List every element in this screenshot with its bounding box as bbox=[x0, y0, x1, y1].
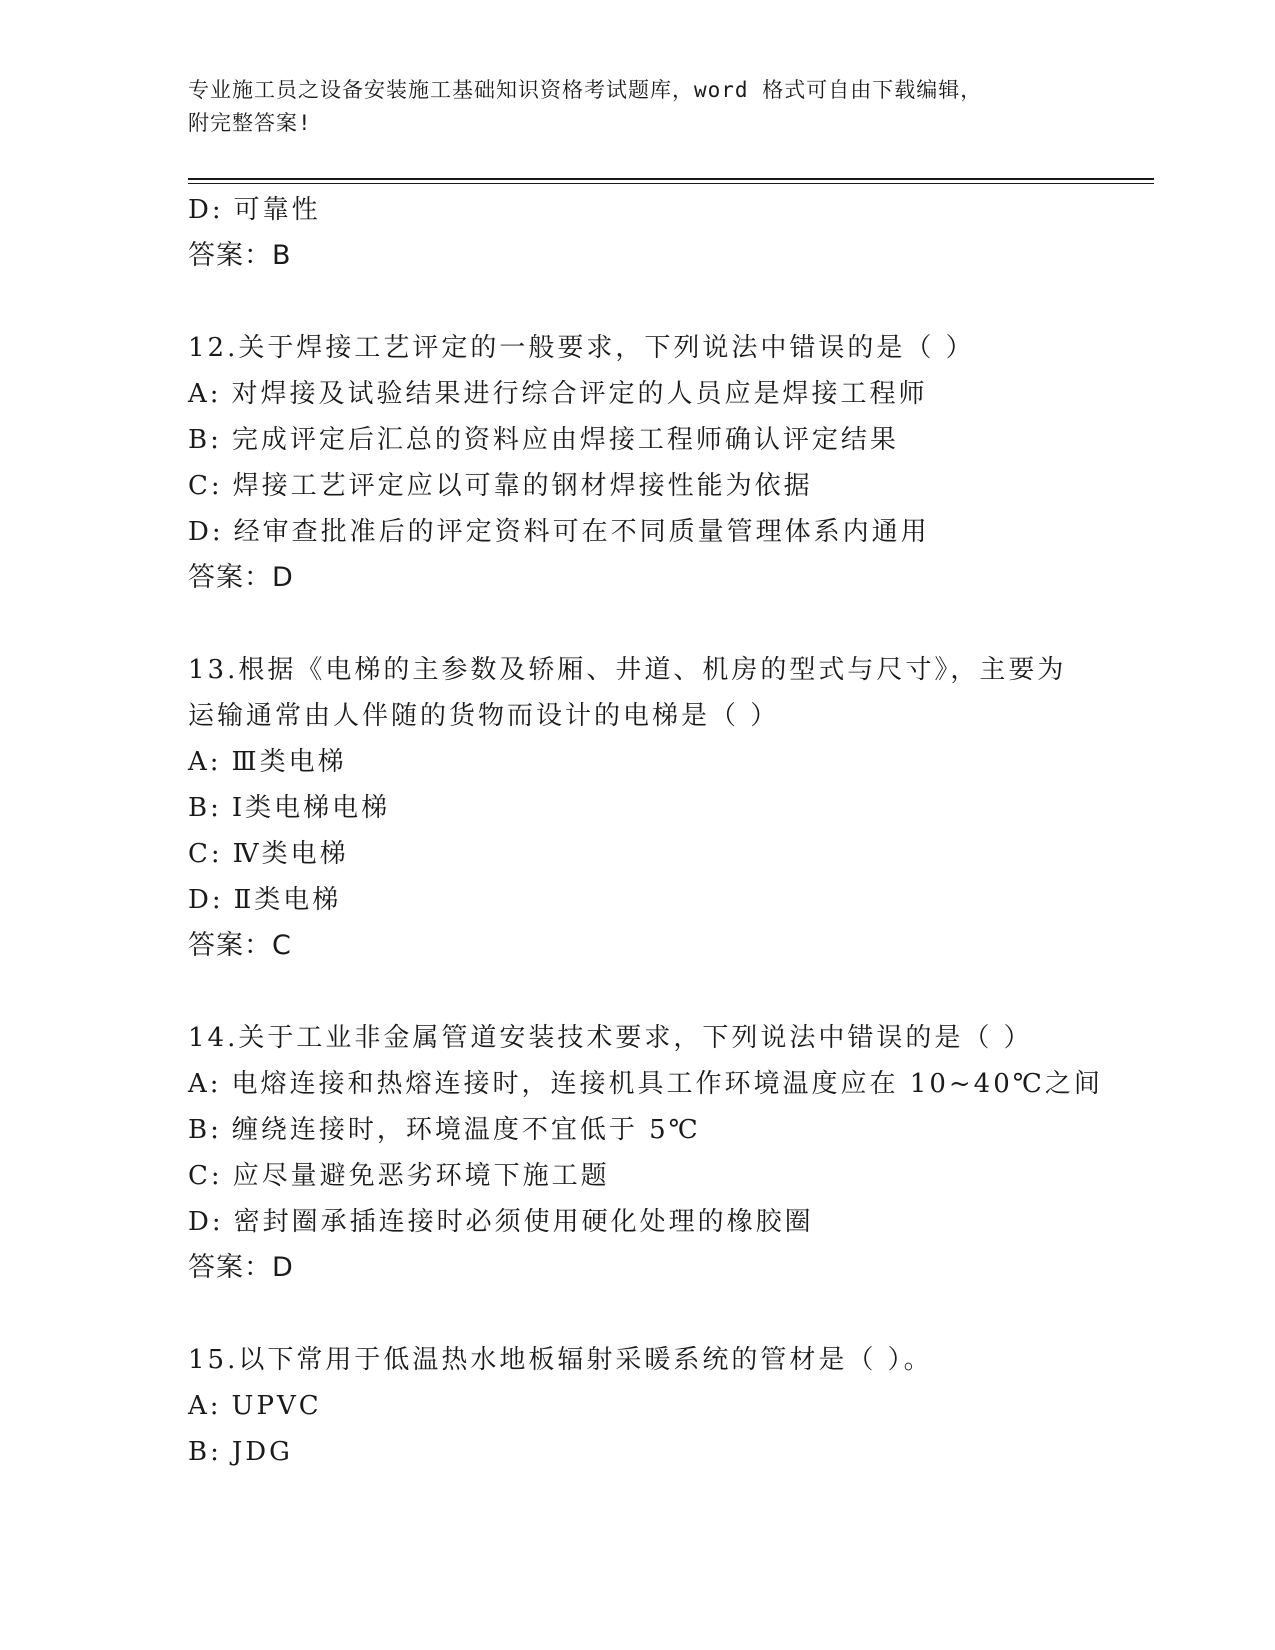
option-letter: D: bbox=[188, 195, 224, 225]
question-text-line-1: 13.根据《电梯的主参数及轿厢、井道、机房的型式与尺寸》，主要为 bbox=[188, 655, 1067, 685]
option-d bbox=[188, 1199, 1148, 1245]
option-text: Ⅱ类电梯 bbox=[233, 885, 342, 915]
option-letter: B: bbox=[188, 1437, 222, 1467]
option-c bbox=[188, 463, 1148, 509]
option-text: 经审查批准后的评定资料可在不同质量管理体系内通用 bbox=[233, 517, 930, 547]
option-text: 电熔连接和热熔连接时，连接机具工作环境温度应在 10~40℃之间 bbox=[231, 1069, 1103, 1099]
document-header bbox=[188, 74, 1088, 140]
option-text: 密封圈承插连接时必须使用硬化处理的橡胶圈 bbox=[233, 1207, 814, 1237]
answer-line: 答案：C bbox=[188, 930, 292, 961]
option-text: JDG bbox=[231, 1437, 293, 1467]
option-letter: D: bbox=[188, 885, 224, 915]
option-letter: D: bbox=[188, 1207, 224, 1237]
option-letter: A: bbox=[188, 1069, 222, 1099]
question-text-line-2: 运输通常由人伴随的货物而设计的电梯是（ ） bbox=[188, 701, 780, 731]
option-text: Ⅳ类电梯 bbox=[232, 839, 349, 869]
document-body bbox=[188, 187, 1148, 1475]
option-text: Ⅰ类电梯电梯 bbox=[231, 793, 391, 823]
option-letter: B: bbox=[188, 425, 222, 455]
option-letter: C: bbox=[188, 1161, 223, 1191]
header-line-2: 附完整答案! bbox=[188, 111, 312, 135]
option-a bbox=[188, 371, 1148, 417]
option-letter: A: bbox=[188, 379, 222, 409]
option-text: 缠绕连接时，环境温度不宜低于 5℃ bbox=[231, 1115, 701, 1145]
option-letter: C: bbox=[188, 471, 223, 501]
option-b bbox=[188, 1107, 1148, 1153]
option-d bbox=[188, 509, 1148, 555]
option-a bbox=[188, 1383, 1148, 1429]
option-text: Ⅲ类电梯 bbox=[231, 747, 347, 777]
option-b bbox=[188, 1429, 1148, 1475]
option-text: 完成评定后汇总的资料应由焊接工程师确认评定结果 bbox=[231, 425, 899, 455]
option-text: 焊接工艺评定应以可靠的钢材焊接性能为依据 bbox=[232, 471, 813, 501]
option-a bbox=[188, 1061, 1148, 1107]
option-b bbox=[188, 417, 1148, 463]
option-b bbox=[188, 785, 1148, 831]
header-line-1: 专业施工员之设备安装施工基础知识资格考试题库，word 格式可自由下载编辑， bbox=[188, 78, 983, 102]
question-text: 15.以下常用于低温热水地板辐射采暖系统的管材是（ ）。 bbox=[188, 1345, 933, 1375]
option-letter: B: bbox=[188, 1115, 222, 1145]
header-divider-thick bbox=[188, 178, 1154, 180]
option-d bbox=[188, 187, 1148, 233]
answer-line: 答案：B bbox=[188, 240, 292, 271]
option-text: 应尽量避免恶劣环境下施工题 bbox=[232, 1161, 610, 1191]
header-divider-thin bbox=[188, 183, 1154, 184]
option-c bbox=[188, 831, 1148, 877]
option-c bbox=[188, 1153, 1148, 1199]
question-15 bbox=[188, 1337, 1148, 1475]
question-14 bbox=[188, 1015, 1148, 1291]
question-12 bbox=[188, 325, 1148, 601]
option-letter: A: bbox=[188, 1391, 222, 1421]
option-text: 可靠性 bbox=[233, 195, 321, 225]
answer-line: 答案：D bbox=[188, 562, 294, 593]
question-text: 12.关于焊接工艺评定的一般要求，下列说法中错误的是（ ） bbox=[188, 333, 975, 363]
option-letter: D: bbox=[188, 517, 224, 547]
option-d bbox=[188, 877, 1148, 923]
option-a bbox=[188, 739, 1148, 785]
option-letter: B: bbox=[188, 793, 222, 823]
answer-line: 答案：D bbox=[188, 1252, 294, 1283]
option-letter: C: bbox=[188, 839, 223, 869]
option-letter: A: bbox=[188, 747, 222, 777]
question-text: 14.关于工业非金属管道安装技术要求，下列说法中错误的是（ ） bbox=[188, 1023, 1033, 1053]
question-13 bbox=[188, 647, 1148, 969]
option-text: UPVC bbox=[231, 1391, 322, 1421]
option-text: 对焊接及试验结果进行综合评定的人员应是焊接工程师 bbox=[231, 379, 928, 409]
